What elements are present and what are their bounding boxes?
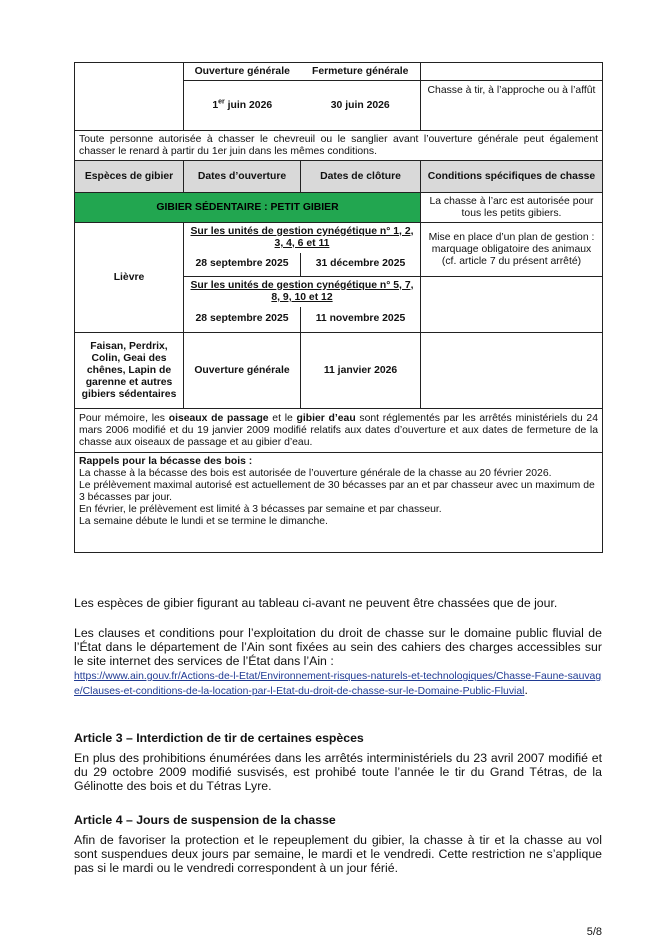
article-4-text: Afin de favoriser la protection et le repeuplement du gibier, la chasse à tir et la chasse au vol sont suspendues deux jours par semaine, le mardi et le vendredi. Cette restriction ne s’applique pas si le mardi ou le vendredi correspondent à un jour férié. xyxy=(74,833,602,875)
species-other: Faisan, Perdrix, Colin, Geai des chênes, Lapin de garenne et autres gibiers sédentaires xyxy=(75,333,184,409)
woodcock-reminder xyxy=(75,453,603,553)
header-close: Dates de clôture xyxy=(301,161,421,193)
close-date-general: 30 juin 2026 xyxy=(301,81,421,131)
article-3-title: Article 3 – Interdiction de tir de certaines espèces xyxy=(74,731,364,745)
article-4-title: Article 4 – Jours de suspension de la chasse xyxy=(74,813,336,827)
top-empty-cell-2 xyxy=(75,81,184,131)
paragraph-daytime: Les espèces de gibier figurant au tableau ci-avant ne peuvent être chassées que de jour. xyxy=(74,596,558,610)
other-condition xyxy=(421,333,603,409)
woodcock-line-2: Le prélèvement maximal autorisé est actuellement de 30 bécasses par an et par chasseur avec un maximum de 3 bécasses par jour. xyxy=(79,480,595,503)
woodcock-line-3: En février, le prélèvement est limité à 3 bécasses par semaine et par chasseur. xyxy=(79,504,442,515)
hare-close-a: 31 décembre 2025 xyxy=(301,253,421,277)
woodcock-title: Rappels pour la bécasse des bois : xyxy=(79,456,253,467)
other-open: Ouverture générale xyxy=(184,333,301,409)
fluvial-link[interactable]: https://www.ain.gouv.fr/Actions-de-l-Etat/Environnement-risques-naturels-et-technologiques/Chasse-Faune-sauvage/Clauses-et-conditions-de-la-location-par-l-Etat-du-droit-de-chasse-sur-le-Domaine-Public-Fluvial xyxy=(74,671,602,697)
page-number: 5/8 xyxy=(586,926,602,938)
hare-close-b: 11 novembre 2025 xyxy=(301,307,421,333)
hare-open-b: 28 septembre 2025 xyxy=(184,307,301,333)
fox-note: Toute personne autorisée à chasser le chevreuil ou le sanglier avant l’ouverture générale peut également chasser le renard à partir du 1er juin dans les mêmes conditions. xyxy=(75,131,603,161)
section-bow-note: La chasse à l’arc est autorisée pour tous les petits gibiers. xyxy=(421,193,603,223)
article-3-text: En plus des prohibitions énumérées dans les arrêtés interministériels du 23 avril 2007 modifié et du 29 octobre 2009 modifié susvisés, est prohibé toute l’année le tir du Grand Tétras, de la Gélinotte des bois et du Tétras Lyre. xyxy=(74,751,602,793)
header-conditions: Conditions spécifiques de chasse xyxy=(421,161,603,193)
fluvial-text: Les clauses et conditions pour l’exploitation du droit de chasse sur le domaine public fluvial de l’État dans le département de l’Ain sont fixées au sein des cahiers des charges accessibles sur le site internet des services de l’État dans l’Ain : xyxy=(74,626,602,668)
hare-units-b: Sur les unités de gestion cynégétique n° 5, 7, 8, 9, 10 et 12 xyxy=(184,277,421,307)
link-period: . xyxy=(524,683,528,697)
hare-condition-b xyxy=(421,277,603,333)
header-open: Dates d’ouverture xyxy=(184,161,301,193)
hunting-mode: Chasse à tir, à l’approche ou à l’affût xyxy=(421,81,603,131)
col-fermeture-generale: Fermeture générale xyxy=(301,63,421,81)
top-empty-cell xyxy=(75,63,184,81)
hare-open-a: 28 septembre 2025 xyxy=(184,253,301,277)
hunting-dates-table xyxy=(74,62,603,553)
species-hare: Lièvre xyxy=(75,223,184,333)
woodcock-line-4: La semaine débute le lundi et se termine le dimanche. xyxy=(79,516,328,527)
hare-condition: Mise en place d’un plan de gestion : marquage obligatoire des animaux (cf. article 7 du présent arrêté) xyxy=(421,223,603,277)
header-species: Espèces de gibier xyxy=(75,161,184,193)
open-date-general: 1er juin 2026 xyxy=(184,81,301,131)
hare-units-a: Sur les unités de gestion cynégétique n° 1, 2, 3, 4, 6 et 11 xyxy=(184,223,421,253)
other-close: 11 janvier 2026 xyxy=(301,333,421,409)
woodcock-line-1: La chasse à la bécasse des bois est autorisée de l’ouverture générale de la chasse au 20 février 2026. xyxy=(79,468,552,479)
paragraph-fluvial xyxy=(74,626,602,698)
col-ouverture-generale: Ouverture générale xyxy=(184,63,301,81)
memo-migratory: Pour mémoire, les oiseaux de passage et le gibier d’eau sont réglementés par les arrêtés ministériels du 24 mars 2006 modifié et du 19 janvier 2009 modifié relatifs aux dates d’ouverture et aux dates de fermeture de la chasse aux oiseaux de passage et au gibier d’eau. xyxy=(75,409,603,453)
section-small-game: GIBIER SÉDENTAIRE : PETIT GIBIER xyxy=(75,193,421,223)
top-empty-cell-right xyxy=(421,63,603,81)
